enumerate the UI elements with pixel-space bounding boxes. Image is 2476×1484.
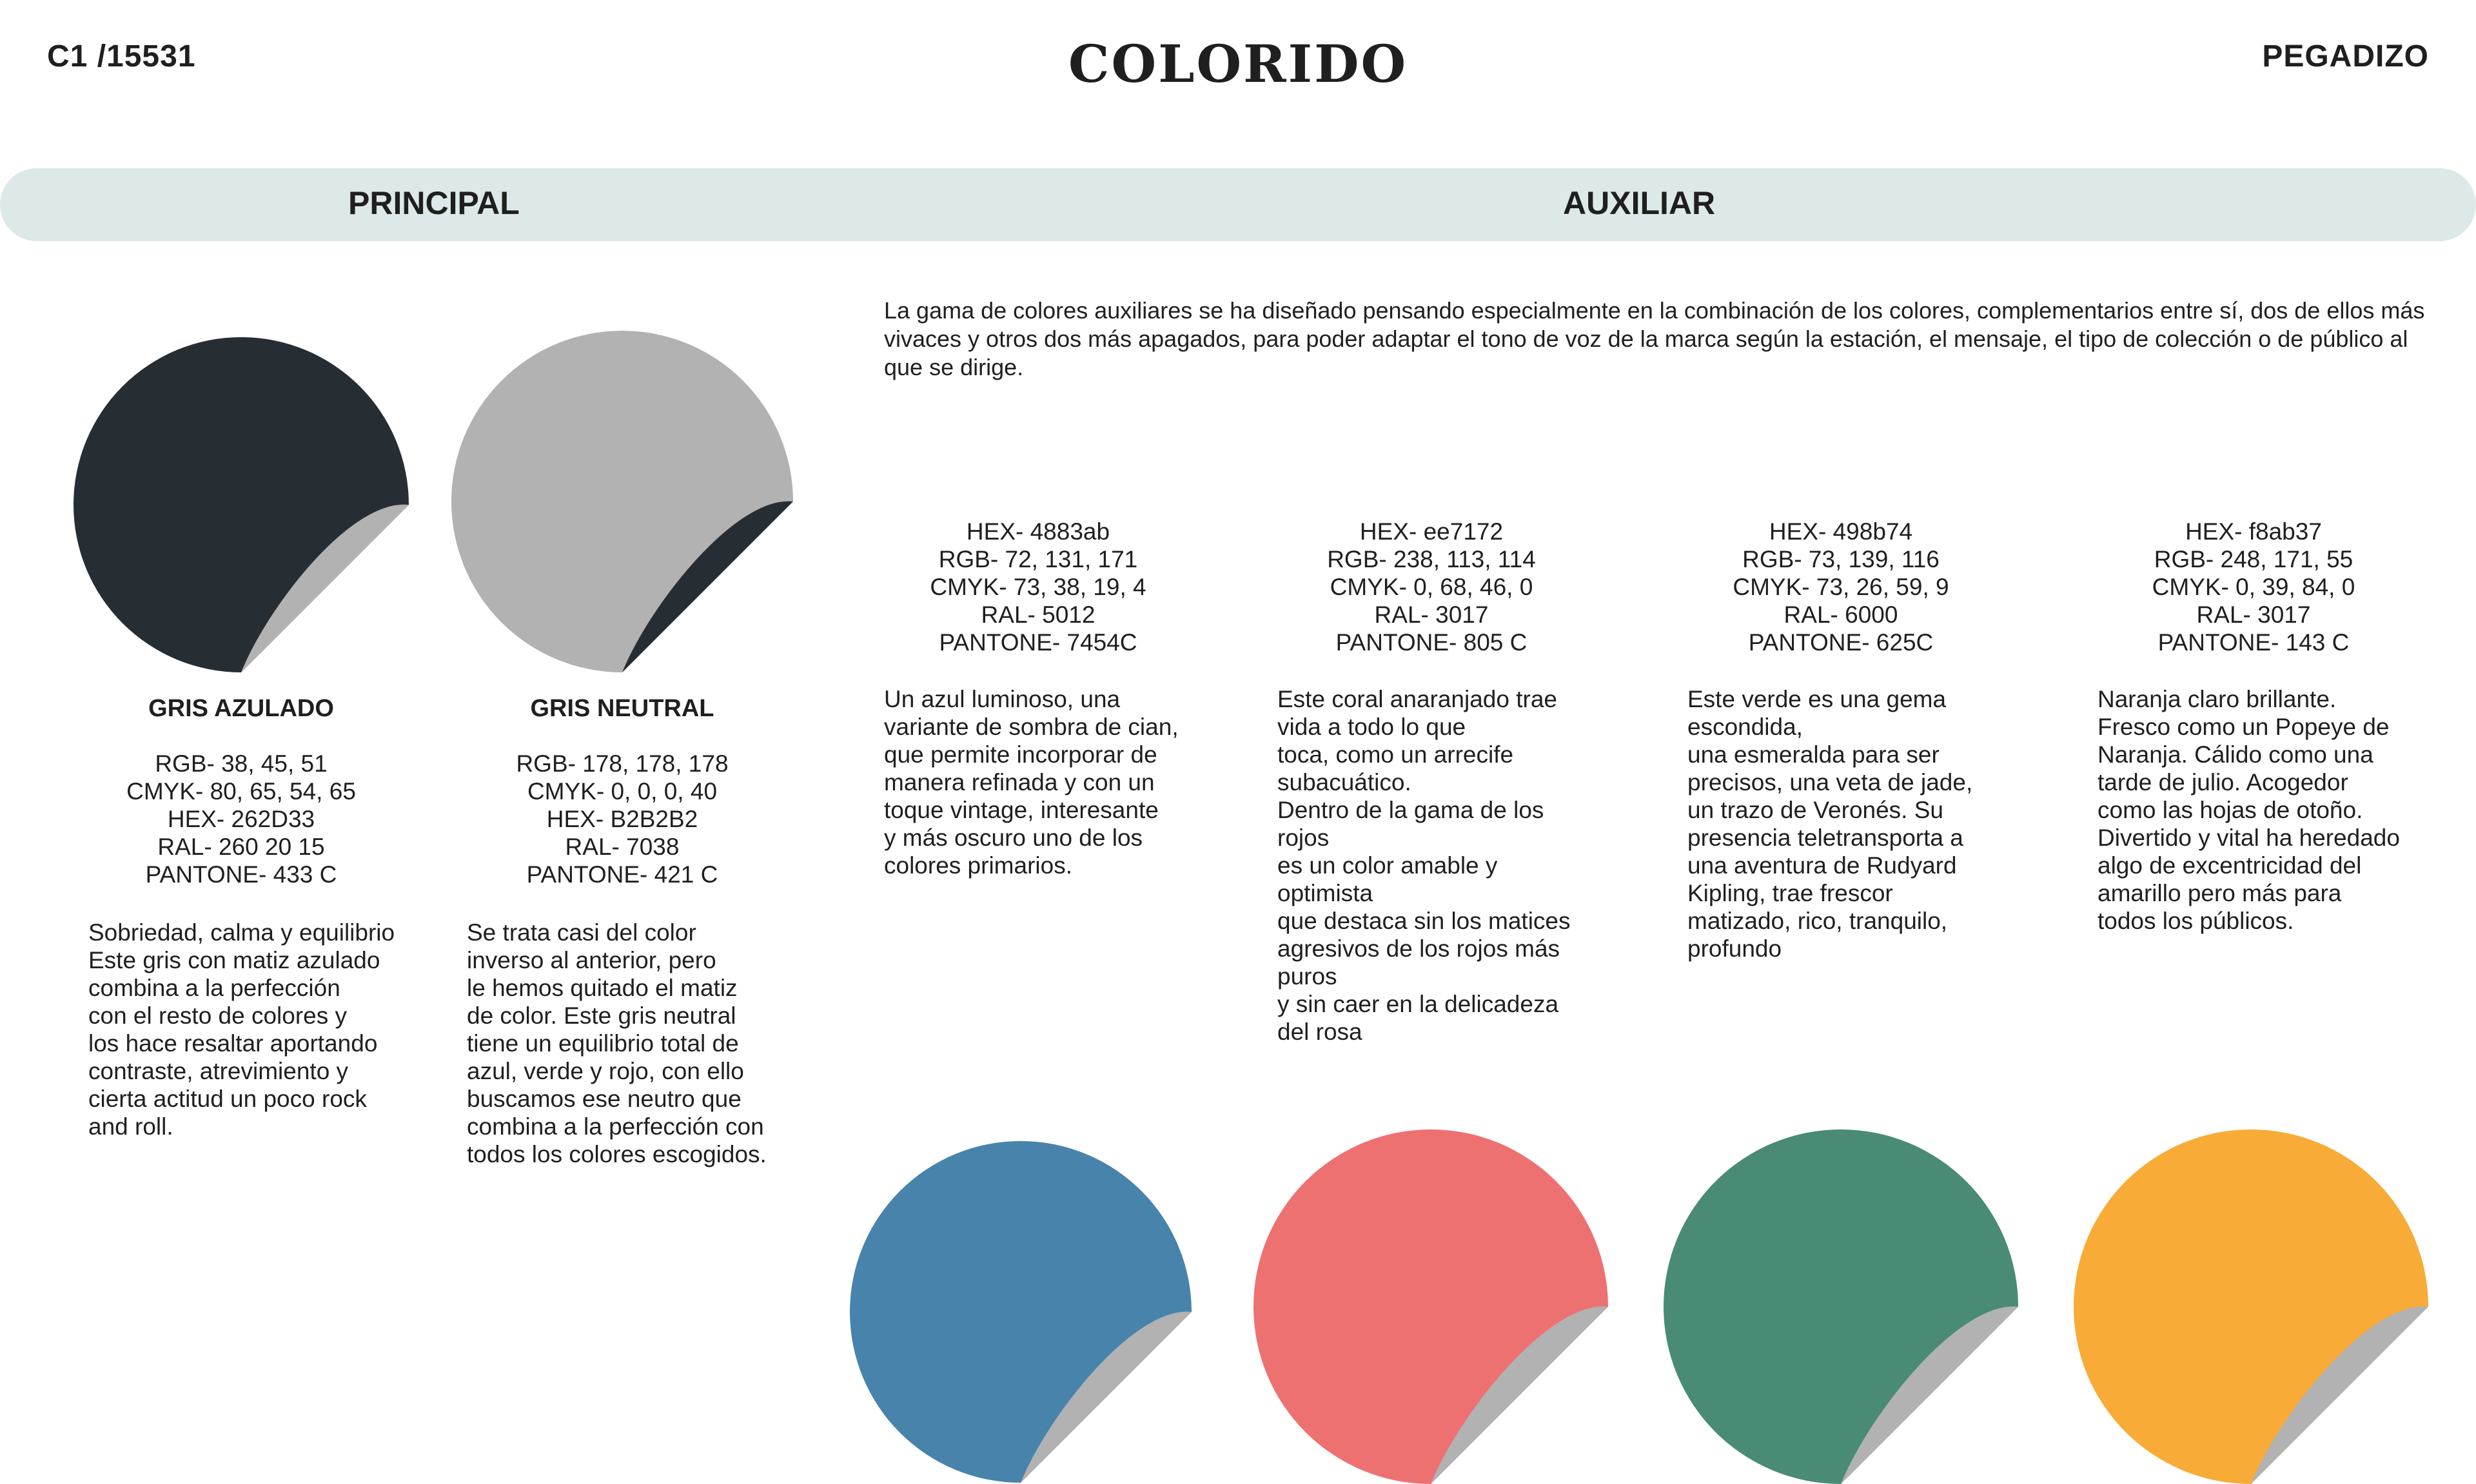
spec-hex: HEX- B2B2B2 [546, 806, 698, 832]
spec-rgb: RGB- 248, 171, 55 [2154, 546, 2353, 572]
spec-ral: RAL- 260 20 15 [157, 834, 325, 860]
spec-rgb: RGB- 73, 139, 116 [1742, 546, 1940, 572]
color-description: Este verde es una gema escondida, una esmeralda para ser precisos, una veta de jade, un trazo de Veronés. Su presencia teletransporta a una aventura de Rudyard Kipling, trae frescor matizado, rico, tranquilo, profundo [1687, 686, 1973, 962]
spec-ral: RAL- 6000 [1783, 601, 1898, 628]
spec-rgb: RGB- 238, 113, 114 [1327, 546, 1536, 572]
color-specs [877, 518, 1199, 656]
coral-swatch [1253, 1129, 1608, 1484]
document-code: C1 /15531 [47, 39, 196, 73]
sticker-body [451, 331, 793, 672]
spec-hex: HEX- f8ab37 [2185, 518, 2322, 545]
spec-ral: RAL- 3017 [1374, 601, 1489, 628]
spec-cmyk: CMYK- 73, 26, 59, 9 [1733, 574, 1949, 600]
color-description: Este coral anaranjado trae vida a todo lo que toca, como un arrecife subacuático. Dentro de la gama de los rojos es un color amable y optimista que destaca sin los matices agresivos de los rojos más puros y sin caer en la delicadeza del rosa [1277, 686, 1571, 1045]
spec-pantone: PANTONE- 143 C [2157, 629, 2350, 656]
color-name: GRIS NEUTRAL [530, 695, 714, 722]
color-specs [74, 750, 409, 888]
sticker-body [2074, 1129, 2428, 1484]
color-specs [2092, 518, 2415, 656]
sticker-body [1253, 1129, 1608, 1484]
color-specs [455, 750, 790, 888]
spec-pantone: PANTONE- 433 C [145, 861, 337, 888]
sticker-body [74, 337, 409, 672]
naranja-swatch [2074, 1129, 2428, 1484]
spec-ral: RAL- 5012 [981, 601, 1096, 628]
spec-pantone: PANTONE- 421 C [526, 861, 718, 888]
spec-pantone: PANTONE- 805 C [1335, 629, 1528, 656]
spec-hex: HEX- 262D33 [167, 806, 315, 832]
principal-heading: PRINCIPAL [348, 185, 520, 221]
color-name: GRIS AZULADO [148, 695, 334, 722]
color-specs [1680, 518, 2002, 656]
auxiliar-intro: La gama de colores auxiliares se ha diseñado pensando especialmente en la combinación de los colores, complementarios entre sí, dos de ellos más vivaces y otros dos más apagados, para poder adaptar el tono de voz de la marca según la estación, el mensaje, el tipo de colección o de público al que se dirige. [884, 297, 2425, 380]
color-specs [1270, 518, 1593, 656]
spec-rgb: RGB- 38, 45, 51 [155, 750, 328, 777]
azul-swatch [850, 1141, 1192, 1483]
spec-cmyk: CMYK- 0, 39, 84, 0 [2152, 574, 2355, 600]
page-title: COLORIDO [1068, 34, 1408, 94]
spec-ral: RAL- 3017 [2196, 601, 2311, 628]
color-description: Naranja claro brillante. Fresco como un Popeye de Naranja. Cálido como una tarde de julio. Acogedor como las hojas de otoño. Divertido y vital ha heredado algo de excentricidad del amarillo pero más para todos los públicos. [2098, 686, 2400, 934]
sticker-body [1664, 1129, 2018, 1484]
sticker-body [850, 1141, 1192, 1483]
gris-neutral-swatch [451, 331, 793, 672]
spec-rgb: RGB- 178, 178, 178 [516, 750, 729, 777]
spec-pantone: PANTONE- 625C [1748, 629, 1934, 656]
spec-cmyk: CMYK- 0, 68, 46, 0 [1330, 574, 1533, 600]
gris-azulado-swatch [74, 337, 415, 672]
color-description: Se trata casi del color inverso al anterior, pero le hemos quitado el matiz de color. Este gris neutral tiene un equilibrio total de azul, verde y rojo, con ello buscamos ese neutro que combina a la perfección con todos los colores escogidos. [467, 919, 767, 1167]
spec-pantone: PANTONE- 7454C [939, 629, 1137, 656]
spec-cmyk: CMYK- 80, 65, 54, 65 [126, 778, 356, 805]
spec-cmyk: CMYK- 0, 0, 0, 40 [527, 778, 718, 805]
spec-cmyk: CMYK- 73, 38, 19, 4 [930, 574, 1146, 600]
document-tag: PEGADIZO [2262, 39, 2429, 73]
color-description: Sobriedad, calma y equilibrio Este gris con matiz azulado combina a la perfección con el resto de colores y los hace resaltar aportando contraste, atrevimiento y cierta actitud un poco rock and roll. [88, 919, 395, 1140]
spec-hex: HEX- 4883ab [966, 518, 1110, 545]
spec-hex: HEX- 498b74 [1769, 518, 1913, 545]
spec-ral: RAL- 7038 [565, 834, 680, 860]
verde-swatch [1664, 1129, 2018, 1484]
color-description: Un azul luminoso, una variante de sombra de cian, que permite incorporar de manera refinada y con un toque vintage, interesante y más oscuro uno de los colores primarios. [884, 686, 1179, 879]
spec-hex: HEX- ee7172 [1359, 518, 1504, 545]
spec-rgb: RGB- 72, 131, 171 [938, 546, 1138, 572]
auxiliar-heading: AUXILIAR [1563, 185, 1716, 221]
